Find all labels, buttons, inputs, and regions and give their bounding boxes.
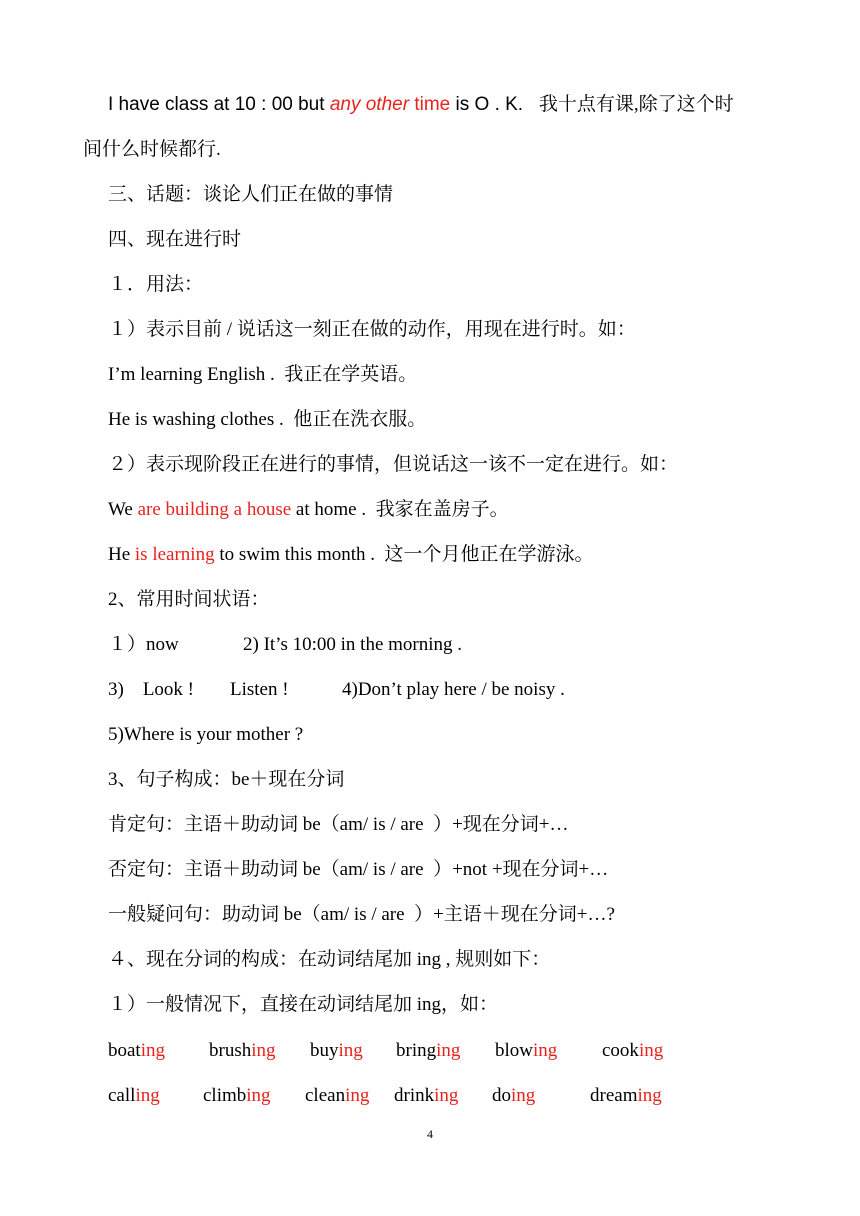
time-item-look: 3) Look ! [108, 679, 195, 700]
word-drinking: drinking [394, 1085, 459, 1106]
time-item-dont-play: 4)Don’t play here / be noisy . [342, 679, 565, 700]
example-4-highlight: is learning [134, 544, 215, 565]
intro-line [108, 93, 734, 117]
word-cleaning: cleaning [305, 1085, 370, 1106]
question-sentence-rule: 一般疑问句：助动词 be（am/ is / are ）+主语＋现在分词+…? [108, 904, 615, 925]
structure-heading: 3、句子构成：be＋现在分词 [108, 769, 345, 790]
example-4-after: to swim this month . 这一个月他正在学游泳。 [214, 544, 594, 565]
word-doing: doing [492, 1085, 536, 1106]
usage-heading: １．用法： [108, 274, 204, 295]
word-boating: boating [108, 1040, 165, 1061]
usage-2: ２）表示现阶段正在进行的事情，但说话这一该不一定在进行。如： [108, 454, 679, 475]
word-bringing: bringing [396, 1040, 461, 1061]
example-4 [108, 543, 594, 567]
time-row-3: 5)Where is your mother ? [108, 724, 304, 745]
positive-sentence-rule: 肯定句：主语＋助动词 be（am/ is / are ）+现在分词+… [108, 814, 569, 835]
word-climbing: climbing [203, 1085, 271, 1106]
page-number: 4 [427, 1127, 433, 1141]
rule-1: １）一般情况下，直接在动词结尾加 ing，如： [108, 994, 499, 1015]
time-item-listen: Listen ! [230, 679, 289, 700]
example-4-before: He [108, 544, 135, 565]
participle-heading: ４、现在分词的构成：在动词结尾加 ing , 规则如下： [108, 949, 551, 970]
example-3 [108, 498, 509, 522]
time-heading: 2、常用时间状语： [108, 589, 270, 610]
example-1: I’m learning English . 我正在学英语。 [108, 364, 418, 385]
usage-1: １）表示目前 / 说话这一刻正在做的动作，用现在进行时。如： [108, 319, 636, 340]
intro-highlight-time: time [409, 94, 451, 115]
word-cooking: cooking [602, 1040, 664, 1061]
word-dreaming: dreaming [590, 1085, 662, 1106]
word-calling: calling [108, 1085, 160, 1106]
section-3-heading: 三、话题：谈论人们正在做的事情 [108, 184, 394, 205]
section-4-heading: 四、现在进行时 [108, 229, 242, 250]
intro-continuation: 间什么时候都行. [83, 139, 221, 160]
example-3-highlight: are building a house [137, 499, 292, 520]
intro-highlight-any-other: any other [329, 94, 410, 115]
time-item-clock: 2) It’s 10:00 in the morning . [243, 634, 463, 655]
intro-text-1: I have class at 10 : 00 but [108, 94, 330, 115]
example-2: He is washing clothes . 他正在洗衣服。 [108, 409, 427, 430]
time-row-1 [108, 633, 179, 657]
example-3-before: We [108, 499, 138, 520]
word-buying: buying [310, 1040, 363, 1061]
intro-text-2: is O . K. [450, 94, 539, 115]
intro-text-chinese: 我十点有课,除了这个时 [538, 94, 734, 115]
negative-sentence-rule: 否定句：主语＋助动词 be（am/ is / are ）+not +现在分词+… [108, 859, 609, 880]
word-brushing: brushing [209, 1040, 276, 1061]
word-blowing: blowing [495, 1040, 558, 1061]
example-3-after: at home . 我家在盖房子。 [291, 499, 509, 520]
time-item-now: １）now [108, 634, 179, 655]
